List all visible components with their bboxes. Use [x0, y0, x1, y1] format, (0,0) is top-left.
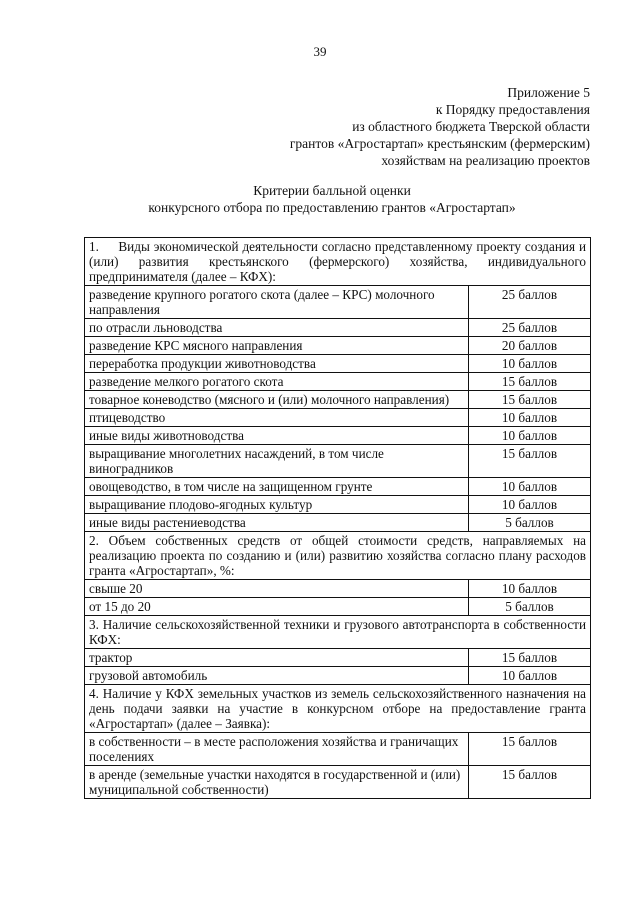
criterion-points: 15 баллов [469, 733, 591, 766]
appendix-line: к Порядку предоставления [435, 102, 590, 117]
criterion-label: товарное коневодство (мясного и (или) молочного направления) [85, 391, 469, 409]
criterion-points: 10 баллов [469, 580, 591, 598]
criterion-points: 5 баллов [469, 514, 591, 532]
section-header-row [85, 238, 591, 286]
appendix-line: из областного бюджета Тверской области [352, 119, 590, 134]
criterion-row [85, 391, 591, 409]
criterion-points: 15 баллов [469, 445, 591, 478]
criterion-points: 10 баллов [469, 355, 591, 373]
section-heading: 4. Наличие у КФХ земельных участков из земель сельскохозяйственного назначения на день подачи заявки на участие в конкурсном отборе на предоставление гранта «Агростартап» (далее – Заявка): [85, 685, 591, 733]
criterion-row [85, 319, 591, 337]
criterion-label: свыше 20 [85, 580, 469, 598]
page-number: 39 [313, 44, 327, 59]
title-line: Критерии балльной оценки [253, 183, 411, 198]
criterion-label: переработка продукции животноводства [85, 355, 469, 373]
criterion-row [85, 580, 591, 598]
criterion-row [85, 649, 591, 667]
section-header-row [85, 532, 591, 580]
appendix-line: грантов «Агростартап» крестьянским (фермерским) [289, 136, 590, 151]
section-heading: 3. Наличие сельскохозяйственной техники и грузового автотранспорта в собственности КФХ: [85, 616, 591, 649]
criterion-label: выращивание плодово-ягодных культур [85, 496, 469, 514]
criterion-row [85, 427, 591, 445]
criterion-label: по отрасли льноводства [85, 319, 469, 337]
criterion-points: 10 баллов [469, 478, 591, 496]
section-header-row [85, 616, 591, 649]
criterion-row [85, 373, 591, 391]
criterion-row [85, 496, 591, 514]
criterion-label: разведение КРС мясного направления [85, 337, 469, 355]
criterion-label: птицеводство [85, 409, 469, 427]
criterion-points: 5 баллов [469, 598, 591, 616]
criterion-points: 10 баллов [469, 409, 591, 427]
section-heading: 1. Виды экономической деятельности согласно представленному проекту создания и (или) развития крестьянского (фермерского) хозяйства, индивидуального предпринимателя (далее – КФХ): [85, 238, 591, 286]
criterion-row [85, 478, 591, 496]
criterion-label: трактор [85, 649, 469, 667]
criterion-label: выращивание многолетних насаждений, в том числе виноградников [85, 445, 469, 478]
criterion-label: грузовой автомобиль [85, 667, 469, 685]
criterion-row [85, 667, 591, 685]
section-header-row [85, 685, 591, 733]
appendix-header [290, 84, 590, 169]
criteria-table [84, 237, 591, 799]
criterion-label: в собственности – в месте расположения хозяйства и граничащих поселениях [85, 733, 469, 766]
criterion-row [85, 766, 591, 799]
criterion-points: 10 баллов [469, 667, 591, 685]
criterion-label: от 15 до 20 [85, 598, 469, 616]
criterion-label: овощеводство, в том числе на защищенном грунте [85, 478, 469, 496]
criterion-row [85, 355, 591, 373]
appendix-line: хозяйствам на реализацию проектов [381, 153, 590, 168]
title-line: конкурсного отбора по предоставлению грантов «Агростартап» [148, 200, 516, 215]
criterion-row [85, 286, 591, 319]
criterion-row [85, 598, 591, 616]
criterion-label: в аренде (земельные участки находятся в государственной и (или) муниципальной собственности) [85, 766, 469, 799]
criterion-points: 25 баллов [469, 319, 591, 337]
criterion-points: 25 баллов [469, 286, 591, 319]
criteria-table-body [85, 238, 591, 799]
criterion-row [85, 337, 591, 355]
criterion-points: 20 баллов [469, 337, 591, 355]
criterion-label: разведение мелкого рогатого скота [85, 373, 469, 391]
criterion-points: 10 баллов [469, 496, 591, 514]
appendix-line: Приложение 5 [507, 85, 590, 100]
criterion-points: 10 баллов [469, 427, 591, 445]
criterion-points: 15 баллов [469, 391, 591, 409]
criterion-label: иные виды растениеводства [85, 514, 469, 532]
section-heading: 2. Объем собственных средств от общей стоимости средств, направляемых на реализацию проекта по созданию и (или) развитию хозяйства согласно плану расходов гранта «Агростартап», %: [85, 532, 591, 580]
criterion-points: 15 баллов [469, 766, 591, 799]
criterion-points: 15 баллов [469, 373, 591, 391]
criterion-label: разведение крупного рогатого скота (далее – КРС) молочного направления [85, 286, 469, 319]
criterion-row [85, 733, 591, 766]
document-title [0, 182, 640, 216]
criterion-row [85, 445, 591, 478]
criterion-row [85, 514, 591, 532]
criterion-label: иные виды животноводства [85, 427, 469, 445]
criterion-points: 15 баллов [469, 649, 591, 667]
criterion-row [85, 409, 591, 427]
